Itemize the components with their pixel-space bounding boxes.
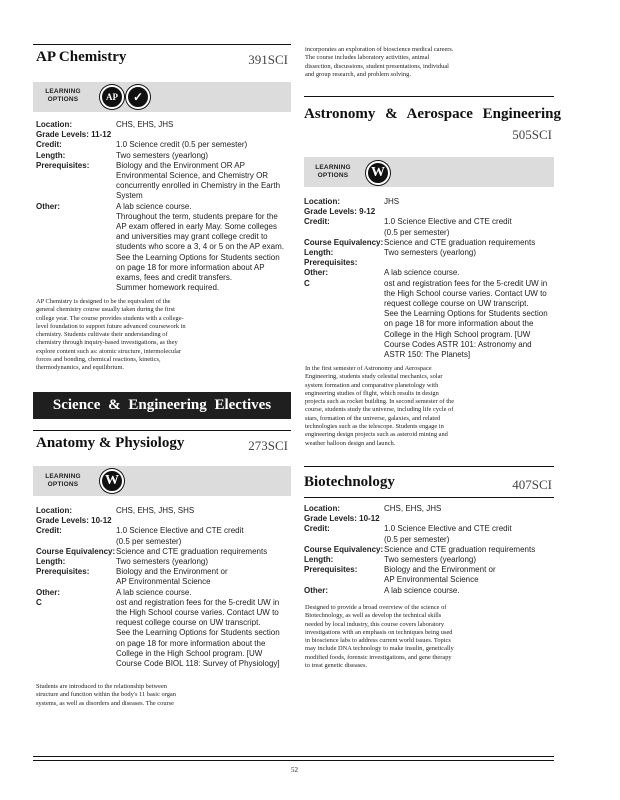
description-text: In the first semester of Astronomy and Aerospace Engineering, students study celestial mechanics, solar system formation and comparative planetology with engineering studies of flight, which results in design projects such as rocket building. In second semester of the course, students study the universe, including life cycle of stars, formation of the universe, galaxies, and related technologies such as the telescope. Students engage in engineering design projects such as asteroid mining and weather balloon design and launch.	[305, 365, 455, 447]
detail-label: Length:	[36, 150, 66, 160]
footer-rule	[33, 756, 554, 761]
description-text: Students are introduced to the relationship between structure and function within the body's 11 basic organ systems, as well as disorders and diseases. The course	[36, 683, 176, 707]
detail-value: Two semesters (yearlong)	[384, 248, 477, 258]
detail-value: Science and CTE graduation requirements	[116, 546, 268, 556]
detail-value: Science and CTE graduation requirements	[384, 544, 536, 554]
detail-row	[304, 238, 554, 248]
detail-label: Grade Levels: 10-12	[304, 514, 380, 524]
learning-options-label: LEARNING OPTIONS	[315, 164, 351, 179]
section-rule	[304, 96, 554, 97]
detail-row	[36, 516, 284, 526]
detail-row	[304, 217, 554, 237]
detail-row	[36, 547, 284, 557]
section-rule	[304, 466, 554, 467]
detail-row	[36, 120, 284, 130]
ap-chemistry-details	[36, 120, 284, 293]
biotechnology-description	[305, 604, 457, 670]
detail-value: CHS, EHS, JHS	[116, 120, 174, 129]
detail-value: Two semesters (yearlong)	[116, 557, 209, 567]
detail-value	[384, 514, 554, 524]
detail-label: Other:	[36, 201, 60, 211]
detail-label: Grade Levels: 10-12	[36, 516, 112, 526]
top-rule-left	[33, 44, 291, 45]
detail-row	[304, 524, 554, 544]
detail-row	[304, 207, 554, 217]
anatomy-description-continued	[305, 46, 457, 79]
learning-options-label: LEARNING OPTIONS	[45, 473, 81, 488]
detail-value: Biology and the Environment OR AP Environmental Science, and Chemistry OR concurrently enrolled in Chemistry in the Earth System	[116, 160, 281, 201]
detail-value: Science and CTE graduation requirements	[384, 237, 536, 247]
detail-row	[304, 586, 554, 596]
detail-row	[304, 514, 554, 524]
detail-label: Grade Levels: 11-12	[36, 130, 112, 140]
description-text: Designed to provide a broad overview of the science of Biotechnology, as well as develop the technical skills needed by local industry, this course covers laboratory investigations with an emphasis on techniques being used in bioscience labs to address current world issues. Topics may include DNA technology to make insulin, genetically modified foods, forensic investigations, and gene therapy to treat genetic diseases.	[305, 604, 454, 670]
astronomy-title: Astronomy & Aerospace Engineering	[304, 106, 562, 122]
detail-value: A lab science course. Throughout the term, students prepare for the AP exam offered in early May. Some colleges and universities may grant college credit to students who score a 3, 4 or 5 on the AP exam. See the Learning Options for Students section on page 18 for more information about AP exams, fees and credit transfers. Summer homework required.	[116, 201, 284, 293]
detail-row	[36, 526, 284, 546]
detail-row	[304, 555, 554, 565]
biotechnology-code: 407SCI	[512, 477, 552, 492]
detail-label: Prerequisites:	[304, 565, 358, 575]
detail-value: A lab science course.	[384, 585, 460, 595]
astronomy-details	[304, 197, 554, 360]
detail-value: Biology and the Environment or AP Environmental Science	[384, 565, 496, 585]
detail-row	[36, 140, 284, 150]
detail-row	[36, 567, 284, 587]
detail-row	[36, 598, 284, 669]
detail-value: 1.0 Science credit (0.5 per semester)	[116, 140, 248, 150]
detail-label: Course Equivalency:	[36, 546, 116, 556]
detail-label: Prerequisites:	[36, 160, 90, 170]
detail-row	[304, 545, 554, 555]
detail-row	[304, 565, 554, 585]
detail-row	[36, 161, 284, 202]
detail-value: 1.0 Science Elective and CTE credit (0.5 per semester)	[384, 524, 512, 544]
detail-label: Course Equivalency:	[304, 544, 384, 554]
detail-value: JHS	[384, 197, 400, 206]
detail-label: C	[36, 597, 42, 607]
detail-label: Location:	[304, 504, 340, 513]
detail-row	[304, 197, 554, 207]
description-text: AP Chemistry is designed to be the equivalent of the general chemistry course usually taken during the first college year. The course provides students with a college-level foundation to support future advanced coursework in chemistry. Students cultivate their understanding of chemistry through inquiry-based investigations, as they explore content such as: atomic structure, intermolecular forces and bonding, chemical reactions, kinetics, thermodynamics, and equilibrium.	[36, 298, 186, 372]
detail-label: Credit:	[36, 140, 62, 150]
detail-value: CHS, EHS, JHS, SHS	[116, 506, 195, 515]
detail-row	[304, 268, 554, 278]
detail-value	[384, 258, 554, 268]
detail-label: Length:	[304, 248, 334, 258]
detail-value: Two semesters (yearlong)	[116, 150, 209, 160]
detail-row	[304, 279, 554, 361]
detail-label: Prerequisites:	[304, 258, 358, 268]
detail-label: Length:	[304, 555, 334, 565]
detail-row	[304, 248, 554, 258]
detail-label: Course Equivalency:	[304, 237, 384, 247]
anatomy-code: 273SCI	[248, 438, 288, 453]
anatomy-description	[36, 683, 188, 708]
detail-label: Length:	[36, 557, 66, 567]
astronomy-code: 505SCI	[512, 127, 552, 142]
detail-value	[116, 516, 284, 526]
page-number: 52	[291, 766, 298, 774]
detail-row	[36, 202, 284, 294]
detail-value: ost and registration fees for the 5-credit UW in the High School course varies. Contact UW to request college course on UW transcript. See the Learning Options for Students section on page 18 for more information about the College in the High School program. [UW Course Code BIOL 118: Survey of Physiology]	[116, 597, 280, 669]
detail-value: 1.0 Science Elective and CTE credit (0.5 per semester)	[384, 217, 512, 237]
detail-label: Credit:	[304, 217, 330, 227]
section-rule	[33, 430, 291, 431]
ap-chemistry-description	[36, 298, 188, 373]
detail-label: Other:	[304, 585, 328, 595]
ap-chemistry-code: 391SCI	[248, 52, 288, 67]
college-in-hs-icon: W	[100, 469, 124, 493]
online-course-icon: ✓	[126, 85, 150, 109]
detail-label: Location:	[36, 506, 72, 515]
detail-row	[36, 588, 284, 598]
detail-value: A lab science course.	[116, 587, 192, 597]
detail-value: Biology and the Environment or AP Environmental Science	[116, 567, 228, 587]
anatomy-title: Anatomy & Physiology	[36, 435, 185, 451]
description-text: incorporates an exploration of bioscience medical careers. The course includes laboratory activities, animal dissection, discussions, student presentations, individual and group research, and problem solving.	[305, 46, 454, 78]
ap-course-icon: AP	[100, 85, 124, 109]
detail-value: A lab science course.	[384, 268, 460, 278]
learning-options-label: LEARNING OPTIONS	[45, 88, 81, 103]
biotechnology-details	[304, 504, 554, 596]
detail-label: Credit:	[36, 526, 62, 536]
detail-label: C	[304, 278, 310, 288]
detail-value: ost and registration fees for the 5-credit UW in the High School course varies. Contact UW to request college course on UW transcript. See the Learning Options for Students section on page 18 for more information about the College in the High School program. [UW Course Codes ASTR 101: Astronomy and ASTR 150: The Planets]	[384, 278, 548, 360]
detail-value: CHS, EHS, JHS	[384, 504, 442, 513]
anatomy-details	[36, 506, 284, 669]
detail-value: Two semesters (yearlong)	[384, 555, 477, 565]
detail-row	[36, 557, 284, 567]
detail-row	[36, 506, 284, 516]
detail-label: Location:	[304, 197, 340, 206]
astronomy-description	[305, 365, 457, 448]
section-banner: Science & Engineering Electives	[33, 392, 291, 419]
detail-label: Credit:	[304, 524, 330, 534]
detail-row	[304, 258, 554, 268]
detail-row	[36, 130, 284, 140]
ap-chemistry-title: AP Chemistry	[36, 49, 127, 65]
detail-label: Prerequisites:	[36, 567, 90, 577]
detail-label: Other:	[36, 587, 60, 597]
detail-label: Other:	[304, 268, 328, 278]
detail-label: Grade Levels: 9-12	[304, 207, 376, 217]
detail-row	[36, 151, 284, 161]
detail-value: 1.0 Science Elective and CTE credit (0.5 per semester)	[116, 526, 244, 546]
section-rule	[304, 497, 554, 498]
detail-label: Location:	[36, 120, 72, 129]
biotechnology-title: Biotechnology	[304, 474, 395, 490]
detail-value	[384, 207, 554, 217]
detail-row	[304, 504, 554, 514]
detail-value	[116, 130, 284, 140]
college-in-hs-icon: W	[366, 161, 390, 185]
